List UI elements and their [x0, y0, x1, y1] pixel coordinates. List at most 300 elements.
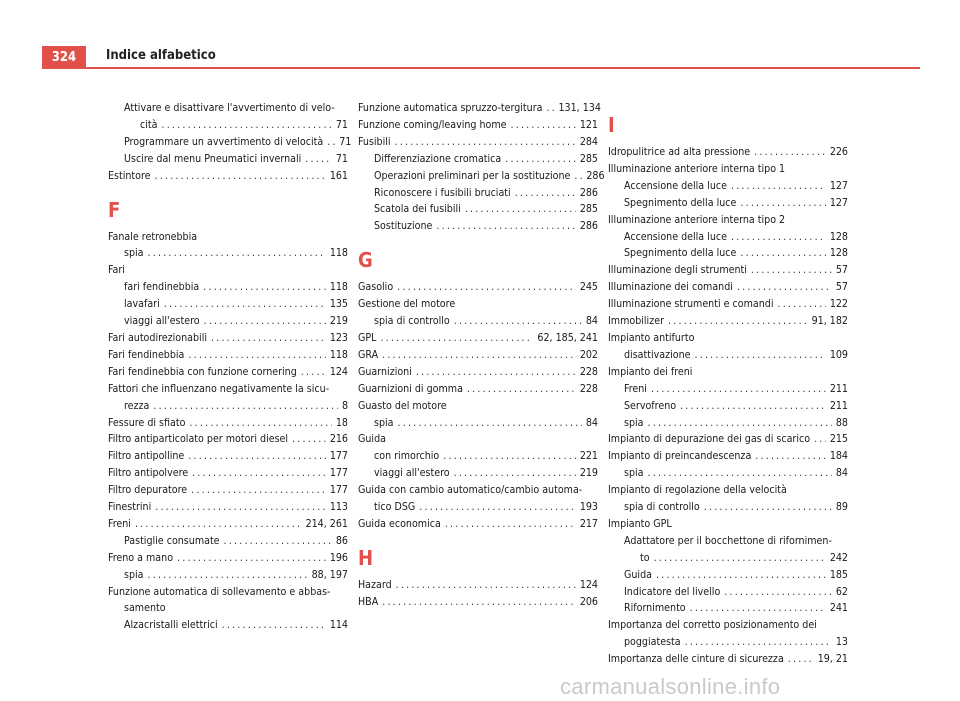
- index-page-ref: 57: [835, 281, 848, 294]
- index-page-ref: 113: [329, 501, 348, 514]
- index-heading: [608, 516, 848, 533]
- index-heading: [108, 381, 348, 398]
- index-entry-label: con rimorchio: [374, 450, 440, 463]
- index-entry: [608, 600, 848, 617]
- index-entry-label: tico DSG: [374, 501, 416, 514]
- index-entry-label: spia di controllo: [624, 501, 700, 514]
- index-heading: [358, 296, 598, 313]
- index-page-ref: 57: [835, 264, 848, 277]
- index-entry-label: Freni: [624, 382, 647, 395]
- index-entry: [108, 313, 348, 330]
- index-entry: [108, 151, 348, 168]
- index-entry-label: Finestrini: [108, 501, 152, 514]
- index-entry-label: poggiatesta: [624, 636, 681, 649]
- index-entry-label: GRA: [358, 348, 379, 361]
- index-entry: [358, 465, 598, 482]
- index-page-ref: 193: [579, 501, 598, 514]
- index-entry: [108, 279, 348, 296]
- index-entry-label: Fessure di sfiato: [108, 416, 186, 429]
- index-entry-label: Alzacristalli elettrici: [124, 619, 218, 632]
- index-entry: [358, 313, 598, 330]
- dot-leader: [148, 245, 326, 262]
- dot-leader: [546, 100, 554, 117]
- index-entry-label: Freni: [108, 517, 131, 530]
- index-heading: [358, 398, 598, 415]
- index-heading: [358, 431, 598, 448]
- index-page-ref: 128: [829, 247, 848, 260]
- dot-leader: [189, 415, 331, 432]
- dot-leader: [191, 482, 326, 499]
- index-entry-label: Fattori che influenzano negativamente la sicu-: [108, 382, 330, 395]
- index-entry: [108, 431, 348, 448]
- dot-leader: [192, 465, 326, 482]
- index-page-ref: 226: [829, 146, 848, 158]
- index-entry-label: Funzione automatica spruzzo-tergitura: [358, 102, 543, 114]
- dot-leader: [445, 516, 576, 533]
- index-page-ref: 88, 197: [311, 568, 348, 581]
- watermark: carmanualsonline.info: [560, 674, 781, 699]
- index-entry: [358, 330, 598, 347]
- index-entry-label: Spegnimento della luce: [624, 196, 737, 209]
- index-page-ref: 122: [829, 298, 848, 311]
- index-entry: [108, 347, 348, 364]
- index-entry-label: Rifornimento: [624, 602, 686, 615]
- index-entry: [358, 117, 598, 134]
- index-entry-label: Impianto di regolazione della velocità: [608, 484, 787, 497]
- section-letter: F: [108, 197, 121, 222]
- index-entry: [608, 279, 848, 296]
- dot-leader: [654, 550, 826, 567]
- index-entry-label: Sostituzione: [374, 220, 433, 233]
- index-page-ref: 135: [329, 298, 348, 311]
- index-heading: [108, 262, 348, 279]
- dot-leader: [395, 134, 576, 151]
- dot-leader: [754, 144, 826, 161]
- dot-leader: [155, 499, 326, 516]
- index-entry-label: Adattatore per il bocchettone di rifornimen-: [624, 534, 832, 547]
- index-entry: [358, 168, 605, 185]
- index-entry-label: spia: [124, 247, 144, 260]
- index-entry-label: Fari autodirezionabili: [108, 331, 207, 344]
- index-page-ref: 89: [835, 501, 848, 514]
- index-entry: [358, 151, 598, 168]
- index-entry: [358, 134, 598, 151]
- index-entry: [108, 550, 348, 567]
- dot-leader: [755, 448, 826, 465]
- index-entry: [108, 567, 348, 584]
- index-page-ref: 177: [329, 450, 348, 463]
- index-page-ref: 177: [329, 467, 348, 480]
- index-entry-label: Impianto antifurto: [608, 331, 695, 344]
- index-entry-label: to: [640, 551, 650, 564]
- index-entry-label: HBA: [358, 595, 379, 608]
- index-heading: [108, 600, 348, 617]
- index-page-ref: 217: [579, 517, 598, 530]
- dot-leader: [188, 448, 326, 465]
- index-page-ref: 196: [329, 551, 348, 564]
- index-page-ref: 121: [579, 118, 598, 131]
- index-entry-label: Gestione del motore: [358, 298, 456, 311]
- index-entry-label: spia: [624, 416, 644, 429]
- index-page-ref: 84: [585, 315, 598, 328]
- dot-leader: [188, 347, 325, 364]
- dot-leader: [648, 415, 832, 432]
- index-page-ref: 118: [329, 281, 348, 294]
- dot-leader: [788, 651, 814, 668]
- dot-leader: [155, 168, 326, 185]
- section-letter: H: [358, 545, 374, 570]
- index-page-ref: 123: [329, 331, 348, 344]
- dot-leader: [305, 151, 332, 168]
- dot-leader: [511, 117, 576, 134]
- dot-leader: [327, 134, 335, 151]
- index-entry: [608, 567, 848, 584]
- index-entry: [358, 201, 598, 218]
- dot-leader: [731, 178, 826, 195]
- index-page-ref: 8: [341, 399, 348, 412]
- index-page-ref: 228: [579, 365, 598, 378]
- index-entry-label: samento: [124, 602, 166, 615]
- index-page-ref: 184: [829, 450, 848, 463]
- index-heading: [608, 533, 848, 550]
- dot-leader: [724, 584, 832, 601]
- index-heading: [108, 229, 348, 246]
- index-entry-label: Impianto di depurazione dei gas di scarico: [608, 433, 811, 446]
- index-entry-label: Fusibili: [358, 135, 391, 148]
- page-title: Indice alfabetico: [106, 48, 216, 63]
- dot-leader: [382, 594, 576, 611]
- index-page-ref: 161: [329, 169, 348, 182]
- index-entry: [608, 448, 848, 465]
- index-entry: [358, 415, 598, 432]
- index-entry-label: Importanza delle cinture di sicurezza: [608, 653, 784, 666]
- index-page-ref: 18: [335, 416, 348, 429]
- dot-leader: [465, 201, 576, 218]
- index-entry: [108, 168, 348, 185]
- dot-leader: [436, 218, 575, 235]
- index-entry: [608, 144, 848, 161]
- dot-leader: [651, 381, 826, 398]
- index-page-ref: 228: [579, 382, 598, 395]
- index-entry: [608, 347, 848, 364]
- index-entry-label: Guida: [624, 568, 652, 581]
- page-header: [0, 0, 960, 70]
- index-entry: [358, 577, 598, 594]
- index-page-ref: 118: [329, 247, 348, 260]
- index-page-ref: 84: [585, 416, 598, 429]
- index-page-ref: 71: [335, 152, 348, 165]
- index-entry: [608, 245, 848, 262]
- index-heading: [608, 330, 848, 347]
- index-heading: [608, 212, 848, 229]
- index-entry-label: Gasolio: [358, 281, 394, 294]
- index-column-1: [108, 100, 352, 634]
- index-entry-label: Illuminazione strumenti e comandi: [608, 298, 774, 311]
- index-column-2: [358, 100, 605, 611]
- index-page-ref: 211: [829, 382, 848, 395]
- index-entry-label: Freno a mano: [108, 551, 174, 564]
- dot-leader: [740, 195, 825, 212]
- dot-leader: [419, 499, 576, 516]
- index-page-ref: 62: [835, 585, 848, 598]
- index-entry-label: rezza: [124, 399, 150, 412]
- index-entry: [108, 296, 348, 313]
- index-entry-label: Guarnizioni: [358, 365, 412, 378]
- index-entry: [108, 330, 348, 347]
- index-entry-label: Illuminazione anteriore interna tipo 2: [608, 213, 786, 226]
- index-entry: [608, 499, 848, 516]
- index-entry-label: Impianto GPL: [608, 517, 672, 530]
- index-page-ref: 91, 182: [811, 315, 848, 328]
- dot-leader: [668, 313, 808, 330]
- index-entry-label: Programmare un avvertimento di velocità: [124, 135, 324, 148]
- index-entry-label: Illuminazione anteriore interna tipo 1: [608, 162, 786, 175]
- index-entry-label: viaggi all'estero: [124, 315, 200, 328]
- index-entry: [108, 117, 348, 134]
- index-page-ref: 71: [339, 135, 352, 148]
- index-entry-label: Fari fendinebbia: [108, 348, 185, 361]
- index-entry: [608, 195, 848, 212]
- index-entry-label: lavafari: [124, 298, 160, 311]
- index-entry-label: spia di controllo: [374, 315, 450, 328]
- index-page-ref: 62, 185, 241: [537, 331, 598, 344]
- index-entry: [608, 431, 848, 448]
- index-column-3: [608, 100, 848, 668]
- dot-leader: [777, 296, 825, 313]
- dot-leader: [177, 550, 326, 567]
- index-entry: [108, 499, 348, 516]
- index-entry-label: Differenziazione cromatica: [374, 152, 502, 165]
- index-entry-label: disattivazione: [624, 348, 691, 361]
- index-entry-label: Attivare e disattivare l'avvertimento di velo-: [124, 102, 335, 114]
- index-page-ref: 114: [329, 619, 348, 632]
- index-page-ref: 131, 134: [558, 102, 601, 114]
- index-page-ref: 206: [579, 595, 598, 608]
- page-number-badge: 324: [42, 46, 86, 68]
- index-entry-label: Guida con cambio automatico/cambio automa-: [358, 484, 583, 497]
- index-entry: [108, 364, 348, 381]
- index-page-ref: 219: [329, 315, 348, 328]
- index-entry: [608, 262, 848, 279]
- index-entry-label: Guarnizioni di gomma: [358, 382, 463, 395]
- dot-leader: [204, 313, 326, 330]
- index-entry-label: Fari: [108, 264, 125, 277]
- dot-leader: [443, 448, 576, 465]
- index-entry: [358, 499, 598, 516]
- index-entry: [358, 218, 598, 235]
- dot-leader: [814, 431, 826, 448]
- index-entry: [608, 178, 848, 195]
- dot-leader: [148, 567, 308, 584]
- index-page-ref: 88: [835, 416, 848, 429]
- dot-leader: [397, 279, 576, 296]
- dot-leader: [398, 415, 582, 432]
- dot-leader: [292, 431, 326, 448]
- index-entry: [108, 617, 348, 634]
- index-page-ref: 241: [829, 602, 848, 615]
- index-entry: [608, 415, 848, 432]
- index-entry-label: Filtro antipolvere: [108, 467, 189, 480]
- index-page-ref: 285: [579, 152, 598, 165]
- index-entry-label: viaggi all'estero: [374, 467, 450, 480]
- index-entry-label: Scatola dei fusibili: [374, 203, 461, 216]
- index-page-ref: 214, 261: [305, 517, 348, 530]
- dot-leader: [396, 577, 576, 594]
- index-entry-label: Guasto del motore: [358, 399, 447, 412]
- index-page-ref: 215: [829, 433, 848, 446]
- index-entry-label: Impianto dei freni: [608, 365, 693, 378]
- index-page-ref: 109: [829, 348, 848, 361]
- index-heading: [108, 584, 348, 601]
- index-entry: [358, 594, 598, 611]
- index-entry-label: Servofreno: [624, 399, 677, 412]
- dot-leader: [382, 347, 576, 364]
- dot-leader: [416, 364, 576, 381]
- index-entry-label: Accensione della luce: [624, 230, 727, 243]
- index-entry: [358, 364, 598, 381]
- index-heading: [358, 482, 598, 499]
- index-entry: [358, 448, 598, 465]
- index-entry: [608, 651, 848, 668]
- index-entry-label: Immobilizer: [608, 315, 664, 328]
- dot-leader: [135, 516, 302, 533]
- dot-leader: [301, 364, 326, 381]
- index-page-ref: 211: [829, 399, 848, 412]
- dot-leader: [680, 398, 826, 415]
- index-page-ref: 219: [579, 467, 598, 480]
- index-entry: [108, 415, 348, 432]
- dot-leader: [161, 117, 331, 134]
- index-entry: [358, 279, 598, 296]
- header-divider: [42, 67, 920, 69]
- dot-leader: [751, 262, 832, 279]
- index-entry-label: spia: [374, 416, 394, 429]
- dot-leader: [515, 185, 576, 202]
- index-entry: [358, 185, 598, 202]
- dot-leader: [737, 279, 832, 296]
- index-entry: [608, 313, 848, 330]
- index-entry-label: Guida economica: [358, 517, 441, 530]
- index-entry-label: fari fendinebbia: [124, 281, 200, 294]
- index-entry: [608, 634, 848, 651]
- index-page-ref: 128: [829, 230, 848, 243]
- index-entry-label: Funzione automatica di sollevamento e abbas-: [108, 585, 331, 598]
- index-page-ref: 19, 21: [817, 653, 848, 666]
- dot-leader: [454, 313, 582, 330]
- index-entry-label: Filtro antiparticolato per motori diesel: [108, 433, 289, 446]
- index-entry: [108, 245, 348, 262]
- index-entry-label: Funzione coming/leaving home: [358, 118, 507, 131]
- dot-leader: [648, 465, 832, 482]
- dot-leader: [731, 229, 826, 246]
- index-page-ref: 185: [829, 568, 848, 581]
- dot-leader: [211, 330, 326, 347]
- index-page-ref: 202: [579, 348, 598, 361]
- index-page-ref: 285: [579, 203, 598, 216]
- index-page-ref: 86: [335, 534, 348, 547]
- index-entry: [108, 516, 348, 533]
- dot-leader: [685, 634, 832, 651]
- index-entry-label: Guida: [358, 433, 386, 446]
- index-entry: [608, 296, 848, 313]
- index-entry-label: Uscire dal menu Pneumatici invernali: [124, 152, 302, 165]
- index-entry-label: Filtro antipolline: [108, 450, 185, 463]
- dot-leader: [203, 279, 326, 296]
- index-heading: [608, 364, 848, 381]
- dot-leader: [222, 617, 326, 634]
- dot-leader: [224, 533, 332, 550]
- index-heading: [608, 161, 848, 178]
- index-entry: [608, 584, 848, 601]
- dot-leader: [164, 296, 326, 313]
- index-entry-label: Importanza del corretto posizionamento dei: [608, 619, 817, 632]
- index-entry-label: Illuminazione dei comandi: [608, 281, 733, 294]
- index-entry: [108, 398, 348, 415]
- index-entry-label: Indicatore del livello: [624, 585, 721, 598]
- index-entry: [108, 482, 348, 499]
- dot-leader: [454, 465, 576, 482]
- dot-leader: [704, 499, 832, 516]
- index-entry: [608, 550, 848, 567]
- index-page-ref: 245: [579, 281, 598, 294]
- index-page-ref: 242: [829, 551, 848, 564]
- index-entry: [108, 448, 348, 465]
- index-entry-label: Spegnimento della luce: [624, 247, 737, 260]
- index-entry-label: Hazard: [358, 578, 392, 591]
- dot-leader: [505, 151, 576, 168]
- index-entry-label: Idropulitrice ad alta pressione: [608, 146, 751, 158]
- index-entry-label: Riconoscere i fusibili bruciati: [374, 186, 511, 199]
- index-entry-label: cità: [140, 118, 158, 131]
- index-entry-label: Estintore: [108, 169, 151, 182]
- index-entry: [608, 229, 848, 246]
- index-entry: [608, 381, 848, 398]
- index-entry-label: spia: [624, 467, 644, 480]
- dot-leader: [740, 245, 825, 262]
- index-page-ref: 177: [329, 484, 348, 497]
- index-entry: [358, 381, 598, 398]
- index-entry-label: Illuminazione degli strumenti: [608, 264, 747, 277]
- index-page-ref: 124: [329, 365, 348, 378]
- index-entry: [108, 533, 348, 550]
- index-entry: [358, 347, 598, 364]
- index-page-ref: 286: [579, 186, 598, 199]
- dot-leader: [380, 330, 533, 347]
- index-heading: [108, 100, 348, 117]
- index-page-ref: 13: [835, 636, 848, 649]
- section-letter: I: [608, 113, 615, 137]
- index-page-ref: 71: [335, 118, 348, 131]
- dot-leader: [574, 168, 582, 185]
- index-page-ref: 221: [579, 450, 598, 463]
- index-entry-label: GPL: [358, 331, 377, 344]
- dot-leader: [467, 381, 576, 398]
- dot-leader: [695, 347, 826, 364]
- index-entry-label: Filtro depuratore: [108, 484, 188, 497]
- index-heading: [608, 617, 848, 634]
- index-entry: [358, 100, 601, 117]
- index-page-ref: 124: [579, 578, 598, 591]
- index-entry-label: Impianto di preincandescenza: [608, 450, 752, 463]
- section-letter: G: [358, 248, 373, 273]
- index-entry: [608, 398, 848, 415]
- index-page-ref: 127: [829, 196, 848, 209]
- index-entry: [108, 134, 352, 151]
- dot-leader: [153, 398, 338, 415]
- index-heading: [608, 482, 848, 499]
- index-entry-label: spia: [124, 568, 144, 581]
- index-page-ref: 127: [829, 179, 848, 192]
